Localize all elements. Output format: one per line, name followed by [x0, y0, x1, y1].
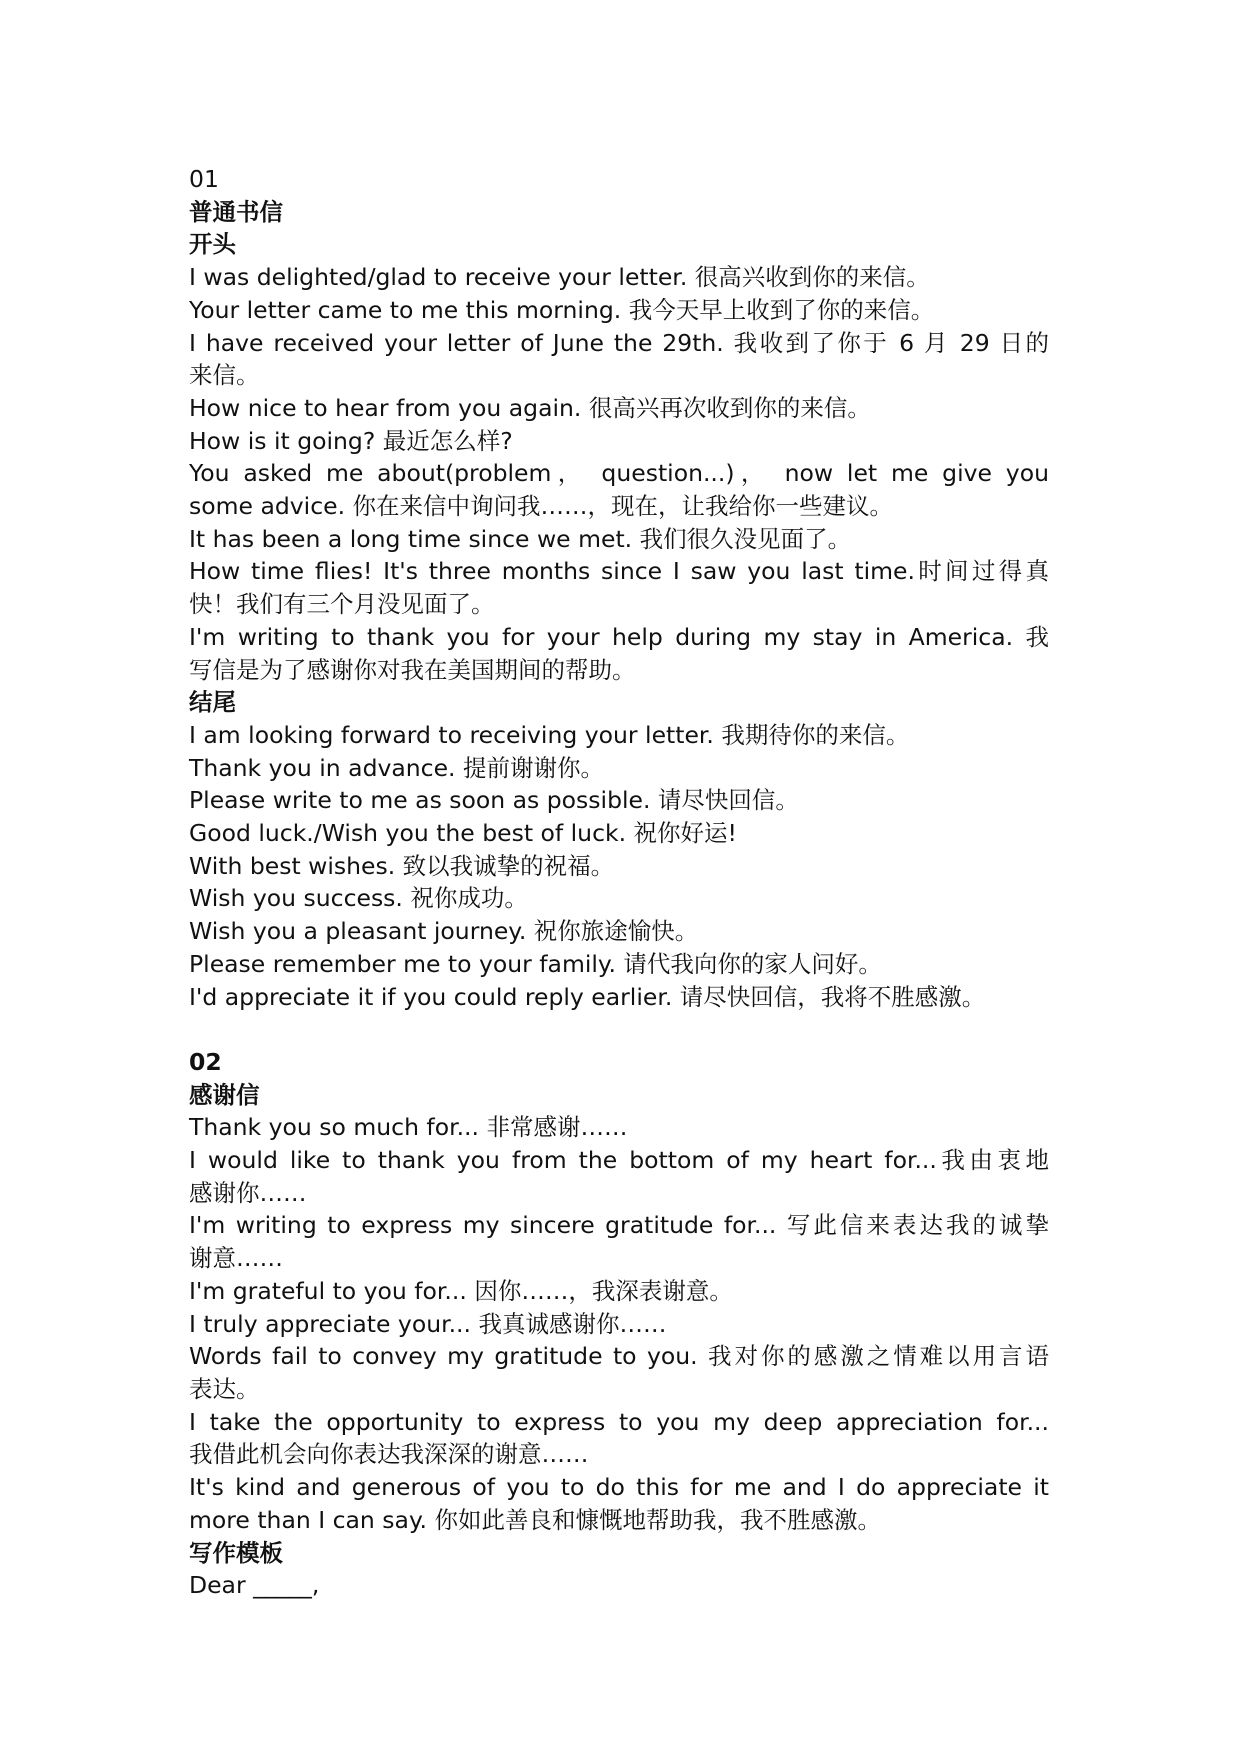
- text-line: I take the opportunity to express to you my deep appreciation for...: [189, 1407, 1049, 1436]
- template-line: Dear _____,: [189, 1571, 320, 1600]
- text-line: Good luck./Wish you the best of luck. 祝你好运!: [189, 819, 737, 848]
- text-line: 写信是为了感谢你对我在美国期间的帮助。: [189, 655, 636, 684]
- text-line: Please remember me to your family. 请代我向你的家人问好。: [189, 949, 882, 978]
- text-line: I am looking forward to receiving your letter. 我期待你的来信。: [189, 720, 910, 749]
- text-line: I'm writing to thank you for your help during my stay in America. 我: [189, 622, 1049, 651]
- text-line: How time flies! It's three months since I saw you last time.时间过得真: [189, 557, 1049, 586]
- section-number: 02: [189, 1047, 222, 1076]
- text-line: 来信。: [189, 361, 260, 390]
- text-line: Thank you so much for... 非常感谢……: [189, 1113, 628, 1142]
- text-line: It's kind and generous of you to do this for me and I do appreciate it: [189, 1473, 1049, 1502]
- text-line: I truly appreciate your... 我真诚感谢你……: [189, 1309, 667, 1338]
- subsection-heading-closing: 结尾: [189, 688, 236, 717]
- section-title: 普通书信: [189, 197, 283, 226]
- blank-line: [189, 1013, 1049, 1046]
- text-line: 感谢你……: [189, 1178, 307, 1207]
- text-line: Wish you a pleasant journey. 祝你旅途愉快。: [189, 917, 699, 946]
- text-line: some advice. 你在来信中询问我……，现在，让我给你一些建议。: [189, 492, 894, 521]
- subsection-heading-template: 写作模板: [189, 1538, 283, 1567]
- text-line: I'm grateful to you for... 因你……，我深表谢意。: [189, 1276, 733, 1305]
- text-line: 我借此机会向你表达我深深的谢意……: [189, 1440, 589, 1469]
- text-line: You asked me about(problem， question...)， now let me give you: [189, 459, 1049, 488]
- text-line: I was delighted/glad to receive your letter. 很高兴收到你的来信。: [189, 263, 930, 292]
- text-line: I would like to thank you from the bottom of my heart for...我由衷地: [189, 1146, 1049, 1175]
- text-line: I'm writing to express my sincere gratitude for... 写此信来表达我的诚挚: [189, 1211, 1049, 1240]
- document-page: [189, 163, 1049, 1602]
- text-line: 表达。: [189, 1375, 260, 1403]
- text-line: I'd appreciate it if you could reply earlier. 请尽快回信，我将不胜感激。: [189, 982, 986, 1011]
- text-line: 快！我们有三个月没见面了。: [189, 590, 495, 619]
- text-line: It has been a long time since we met. 我们很久没见面了。: [189, 524, 852, 553]
- text-line: Wish you success. 祝你成功。: [189, 884, 528, 913]
- text-line: How is it going? 最近怎么样?: [189, 426, 513, 455]
- text-line: Your letter came to me this morning. 我今天早上收到了你的来信。: [189, 295, 935, 324]
- subsection-heading-opening: 开头: [189, 230, 236, 259]
- text-line: more than I can say. 你如此善良和慷慨地帮助我，我不胜感激。: [189, 1505, 881, 1534]
- text-line: With best wishes. 致以我诚挚的祝福。: [189, 851, 615, 880]
- text-line: Thank you in advance. 提前谢谢你。: [189, 753, 605, 782]
- text-line: Please write to me as soon as possible. 请尽快回信。: [189, 786, 799, 815]
- section-title: 感谢信: [189, 1080, 260, 1109]
- text-line: Words fail to convey my gratitude to you. 我对你的感激之情难以用言语: [189, 1342, 1049, 1371]
- section-number: 01: [189, 165, 219, 193]
- text-line: I have received your letter of June the 29th. 我收到了你于 6 月 29 日的: [189, 328, 1049, 357]
- text-line: How nice to hear from you again. 很高兴再次收到你的来信。: [189, 393, 871, 422]
- text-line: 谢意……: [189, 1244, 283, 1273]
